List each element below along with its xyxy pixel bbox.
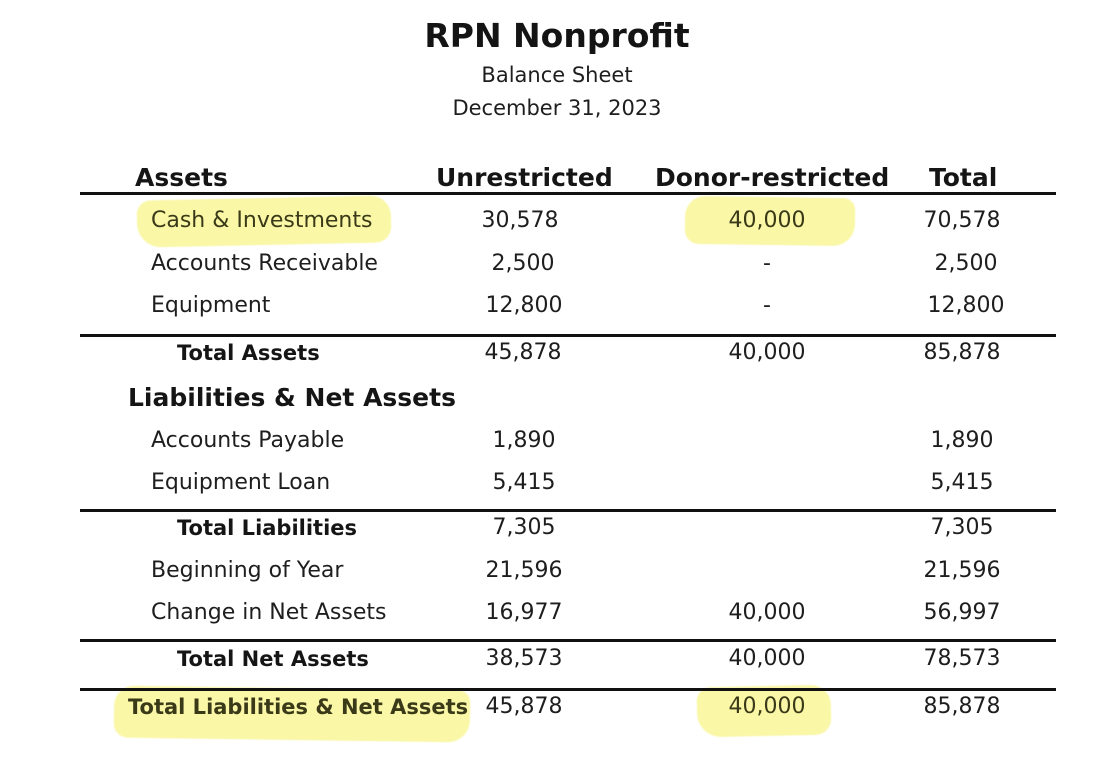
cash-total: 70,578 bbox=[923, 208, 1001, 233]
row-label-total-liabilities-net-assets: Total Liabilities & Net Assets bbox=[128, 695, 469, 719]
row-label-equipment: Equipment bbox=[151, 293, 271, 318]
change-unrestricted: 16,977 bbox=[485, 600, 563, 625]
loan-total: 5,415 bbox=[930, 470, 994, 495]
payable-unrestricted: 1,890 bbox=[492, 428, 556, 453]
header-rule bbox=[80, 192, 1056, 195]
liabilities-rule bbox=[80, 509, 1056, 512]
grand-total-unrestricted: 45,878 bbox=[485, 694, 563, 719]
column-heading-donor-restricted: Donor-restricted bbox=[655, 163, 890, 192]
equipment-donor-restricted: - bbox=[763, 293, 771, 318]
row-label-cash: Cash & Investments bbox=[151, 208, 373, 233]
change-total: 56,997 bbox=[923, 600, 1001, 625]
statement-date: December 31, 2023 bbox=[452, 96, 662, 120]
row-label-loan: Equipment Loan bbox=[151, 470, 331, 495]
receivable-total: 2,500 bbox=[934, 251, 998, 276]
grand-total-total: 85,878 bbox=[923, 694, 1001, 719]
grand-total-rule bbox=[80, 688, 1056, 691]
equipment-unrestricted: 12,800 bbox=[485, 293, 563, 318]
total-net-assets-total: 78,573 bbox=[923, 646, 1001, 671]
cash-unrestricted: 30,578 bbox=[481, 208, 559, 233]
grand-total-donor-restricted: 40,000 bbox=[728, 694, 806, 719]
total-liabilities-total: 7,305 bbox=[930, 515, 994, 540]
total-assets-total: 85,878 bbox=[923, 340, 1001, 365]
net-assets-rule bbox=[80, 639, 1056, 642]
receivable-donor-restricted: - bbox=[763, 251, 771, 276]
row-label-total-assets: Total Assets bbox=[177, 341, 320, 365]
equipment-total: 12,800 bbox=[927, 293, 1005, 318]
beginning-unrestricted: 21,596 bbox=[485, 558, 563, 583]
statement-title: Balance Sheet bbox=[481, 63, 633, 87]
receivable-unrestricted: 2,500 bbox=[491, 251, 555, 276]
column-heading-assets: Assets bbox=[135, 163, 228, 192]
row-label-total-net-assets: Total Net Assets bbox=[177, 647, 369, 671]
total-assets-unrestricted: 45,878 bbox=[484, 340, 562, 365]
total-net-assets-unrestricted: 38,573 bbox=[485, 646, 563, 671]
row-label-receivable: Accounts Receivable bbox=[151, 251, 378, 276]
section-heading-liabilities-net-assets: Liabilities & Net Assets bbox=[128, 383, 456, 412]
payable-total: 1,890 bbox=[930, 428, 994, 453]
row-label-beginning-of-year: Beginning of Year bbox=[151, 558, 344, 583]
column-heading-total: Total bbox=[929, 163, 998, 192]
row-label-payable: Accounts Payable bbox=[151, 428, 345, 453]
total-assets-donor-restricted: 40,000 bbox=[728, 340, 806, 365]
beginning-total: 21,596 bbox=[923, 558, 1001, 583]
column-heading-unrestricted: Unrestricted bbox=[436, 163, 613, 192]
total-net-assets-donor-restricted: 40,000 bbox=[728, 646, 806, 671]
organization-title: RPN Nonprofit bbox=[424, 16, 690, 55]
loan-unrestricted: 5,415 bbox=[492, 470, 556, 495]
total-liabilities-unrestricted: 7,305 bbox=[492, 515, 556, 540]
change-donor-restricted: 40,000 bbox=[728, 600, 806, 625]
assets-rule bbox=[80, 334, 1056, 337]
row-label-total-liabilities: Total Liabilities bbox=[177, 516, 358, 540]
cash-donor-restricted: 40,000 bbox=[728, 208, 806, 233]
row-label-change-in-net-assets: Change in Net Assets bbox=[151, 600, 387, 625]
